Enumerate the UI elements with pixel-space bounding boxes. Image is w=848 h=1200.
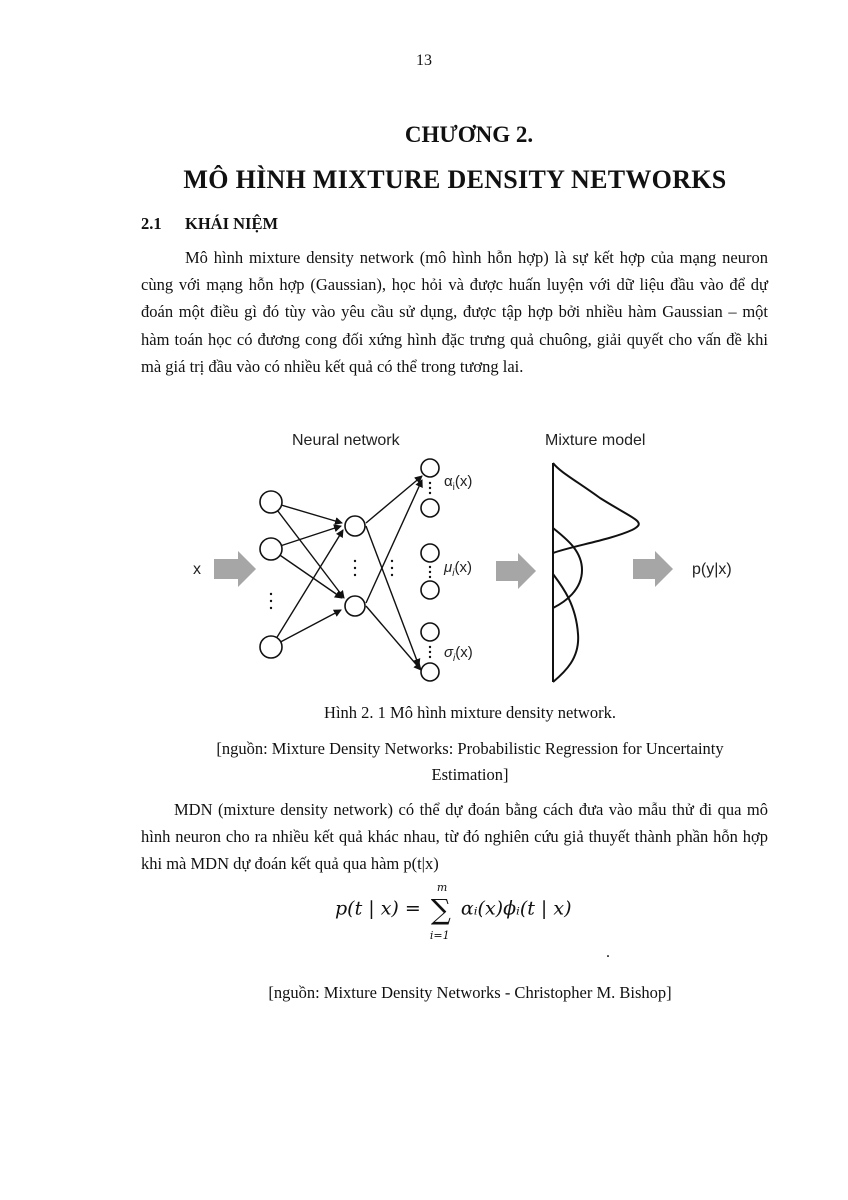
formula-rhs: αᵢ(x)ϕᵢ(t | x)	[460, 897, 572, 920]
input-x-label: x	[193, 561, 201, 578]
sigma-output-label: $\sigma_i(x)$	[444, 644, 473, 664]
intro-paragraph: Mô hình mixture density network (mô hình hỗn hợp) là sự kết hợp của mạng neuron cùng với mạng hỗn hợp (Gaussian), học hỏi và được huấn luyện với dữ liệu đầu vào để dự đoán một điều gì đó tùy vào yêu cầu sử dụng, được tập hợp bởi nhiều hàm Gaussian – một hàm toán học có đương cong đối xứng hình đặc trưng quả chuông, giải quyết cho vấn đề khi mà giá trị đầu vào có nhiều kết quả có thể trong tương lai.	[141, 248, 768, 376]
page-number: 13	[416, 52, 432, 69]
mixture-model-label: Mixture model	[545, 432, 646, 449]
sum-lower-limit: i=1	[429, 929, 450, 942]
gaussian-curves	[553, 463, 639, 682]
input-arrow-icon	[214, 551, 256, 587]
output-label: p(y|x)	[692, 561, 732, 578]
middle-arrow-icon	[496, 553, 536, 589]
section-number: 2.1	[141, 214, 162, 233]
summation-symbol: ∑ m i=1	[429, 881, 451, 942]
network-connections	[271, 476, 422, 670]
mdn-diagram	[180, 420, 740, 700]
formula-trailing-dot: .	[606, 944, 610, 961]
formula-lhs: p(t | x) =	[335, 897, 421, 920]
mdn-figure	[180, 420, 740, 700]
section-title: KHÁI NIỆM	[185, 214, 279, 233]
section-heading	[141, 214, 278, 234]
output-arrow-icon	[633, 551, 673, 587]
sum-upper-limit: m	[436, 881, 448, 894]
mu-output-label: $\mu_i(x)$	[444, 559, 472, 579]
chapter-label: CHƯƠNG 2.	[404, 122, 534, 147]
chapter-title: MÔ HÌNH MIXTURE DENSITY NETWORKS	[183, 165, 727, 194]
mdn-paragraph: MDN (mixture density network) có thể dự đoán bằng cách đưa vào mẫu thử đi qua mô hình neuron cho ra nhiều kết quả khác nhau, từ đó nghiên cứu giả thuyết thành phần hỗn hợp khi mà MDN dự đoán kết quả qua hàm p(t|x)	[141, 800, 768, 874]
figure-caption: Hình 2. 1 Mô hình mixture density network.	[324, 703, 616, 722]
neural-network-label: Neural network	[292, 432, 400, 449]
figure-source: [nguồn: Mixture Density Networks: Probabilistic Regression for Uncertainty Estimation]	[216, 739, 724, 784]
alpha-output-label: $\alpha_i(x)$	[444, 473, 473, 493]
formula-source: [nguồn: Mixture Density Networks - Christopher M. Bishop]	[268, 983, 672, 1002]
mdn-formula	[335, 881, 572, 942]
